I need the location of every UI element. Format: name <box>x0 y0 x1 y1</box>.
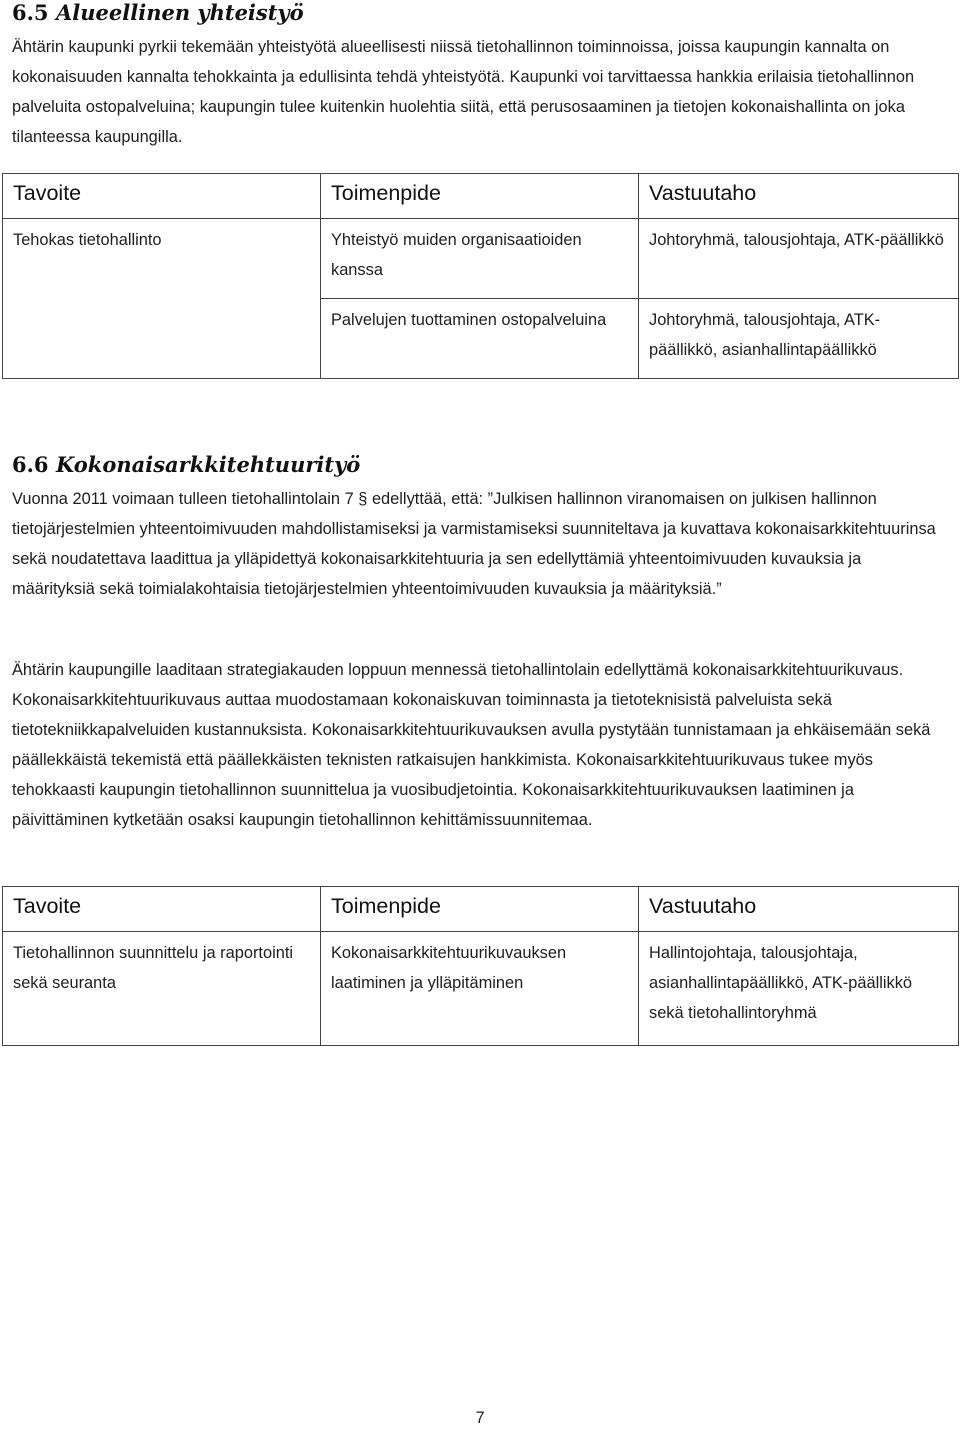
table-header-tavoite: Tavoite <box>3 887 321 932</box>
table-cell-vastuutaho: Hallintojohtaja, talousjohtaja, asianhallintapäällikkö, ATK-päällikkö sekä tietohallintoryhmä <box>639 932 959 1046</box>
table-cell-toimenpide: Palvelujen tuottaminen ostopalveluina <box>321 299 639 379</box>
plan-table-kokonaisarkkitehtuurityo <box>2 886 959 1046</box>
table-cell-toimenpide: Yhteistyö muiden organisaatioiden kanssa <box>321 219 639 299</box>
table-header-vastuutaho: Vastuutaho <box>639 887 959 932</box>
section-number: 6.6 <box>12 452 49 477</box>
section-paragraph: Vuonna 2011 voimaan tulleen tietohallintolain 7 § edellyttää, että: ”Julkisen hallinnon viranomaisen on julkisen hallinnon tietojärjestelmien yhteentoimivuuden mahdollistamiseksi ja varmistamiseksi suunniteltava ja kuvattava kokonaisarkkitehtuurinsa sekä noudatettava laadittua ja ylläpidettyä kokonaisarkkitehtuuria ja sen edellyttämiä yhteentoimivuuden kuvauksia ja määrityksiä sekä toimialakohtaisia tietojärjestelmien yhteentoimivuuden kuvauksia ja määrityksiä.” <box>12 490 936 598</box>
section-number: 6.5 <box>12 0 49 25</box>
table-header-toimenpide: Toimenpide <box>321 887 639 932</box>
section-heading-6-6 <box>0 452 360 478</box>
plan-table-alueellinen-yhteistyo <box>2 173 959 379</box>
table-cell-tavoite: Tehokas tietohallinto <box>3 219 321 379</box>
section-heading-6-5 <box>0 0 304 26</box>
section-title: Kokonaisarkkitehtuurityö <box>56 452 361 477</box>
table-cell-vastuutaho: Johtoryhmä, talousjohtaja, ATK-päällikkö, asianhallintapäällikkö <box>639 299 959 379</box>
table-cell-vastuutaho: Johtoryhmä, talousjohtaja, ATK-päällikkö <box>639 219 959 299</box>
table-header-row <box>3 174 959 219</box>
table-header-row <box>3 887 959 932</box>
page-number: 7 <box>475 1409 485 1427</box>
table-row <box>3 932 959 1046</box>
section-title: Alueellinen yhteistyö <box>56 0 304 25</box>
table-row <box>3 219 959 299</box>
table-header-toimenpide: Toimenpide <box>321 174 639 219</box>
section-paragraph: Ähtärin kaupunki pyrkii tekemään yhteistyötä alueellisesti niissä tietohallinnon toiminnoissa, joissa kaupungin kannalta on kokonaisuuden kannalta tehokkainta ja edullisinta tehdä yhteistyötä. Kaupunki voi tarvittaessa hankkia erilaisia tietohallinnon palveluita ostopalveluina; kaupungin tulee kuitenkin huolehtia siitä, että perusosaaminen ja tietojen kokonaishallinta on joka tilanteessa kaupungilla. <box>12 38 915 146</box>
table-cell-tavoite: Tietohallinnon suunnittelu ja raportointi sekä seuranta <box>3 932 321 1046</box>
table-header-tavoite: Tavoite <box>3 174 321 219</box>
table-cell-toimenpide: Kokonaisarkkitehtuurikuvauksen laatiminen ja ylläpitäminen <box>321 932 639 1046</box>
table-header-vastuutaho: Vastuutaho <box>639 174 959 219</box>
section-paragraph: Ähtärin kaupungille laaditaan strategiakauden loppuun mennessä tietohallintolain edellyttämä kokonaisarkkitehtuurikuvaus. Kokonaisarkkitehtuurikuvaus auttaa muodostamaan kokonaiskuvan toiminnasta ja tietoteknisistä palveluista sekä tietotekniikkapalveluiden kustannuksista. Kokonaisarkkitehtuurikuvauksen avulla pystytään tunnistamaan ja ehkäisemään sekä päällekkäistä tekemistä että päällekkäisten teknisten ratkaisujen hankkimista. Kokonaisarkkitehtuurikuvaus tukee myös tehokkaasti kaupungin tietohallinnon suunnittelua ja vuosibudjetointia. Kokonaisarkkitehtuurikuvauksen laatiminen ja päivittäminen kytketään osaksi kaupungin tietohallinnon kehittämissuunnitemaa. <box>12 661 931 829</box>
